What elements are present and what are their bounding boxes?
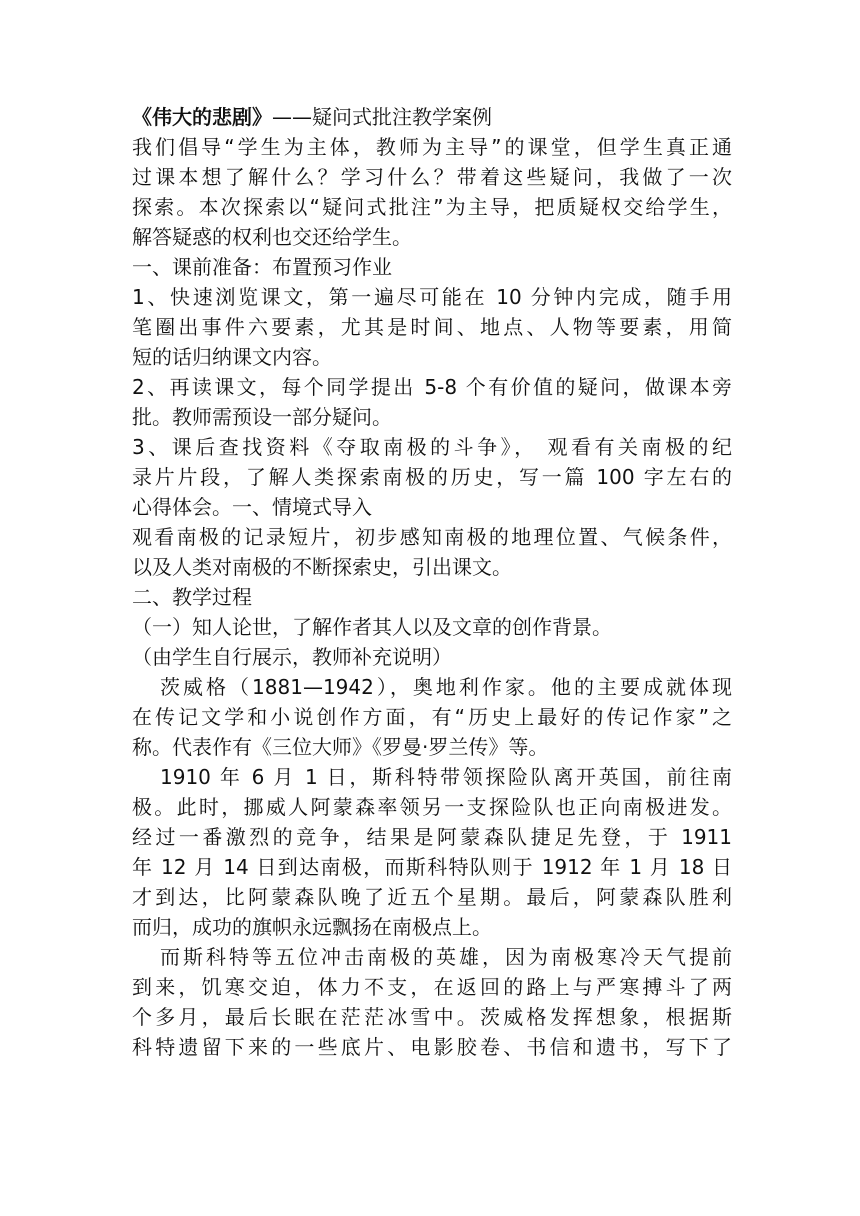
section-heading: 二、教学过程	[132, 585, 252, 609]
paragraph-start: 1910 年 6 月 1 日，斯科特带领探险队离开英国，前往南	[160, 765, 732, 789]
document-title	[132, 102, 732, 132]
text-line: 观看南极的记录短片，初步感知南极的地理位置、气候条件，	[132, 525, 732, 549]
text-line: 经过一番激烈的竞争，结果是阿蒙森队捷足先登，于 1911	[132, 825, 732, 849]
text-line: 解答疑惑的权利也交还给学生。	[132, 225, 412, 249]
text-line: 过课本想了解什么？学习什么？带着这些疑问，我做了一次	[132, 165, 732, 189]
text-line: 在传记文学和小说创作方面，有“历史上最好的传记作家”之	[132, 705, 732, 729]
text-line: 短的话归纳课文内容。	[132, 345, 332, 369]
text-line: 录片片段，了解人类探索南极的历史，写一篇 100 字左右的	[132, 465, 732, 489]
text-line: 个多月，最后长眠在茫茫冰雪中。茨威格发挥想象，根据斯	[132, 1005, 732, 1029]
paragraph-start: 而斯科特等五位冲击南极的英雄，因为南极寒冷天气提前	[160, 945, 732, 969]
text-line: 2、再读课文，每个同学提出 5-8 个有价值的疑问，做课本旁	[132, 375, 732, 399]
subsection-heading: （一）知人论世，了解作者其人以及文章的创作背景。	[132, 615, 612, 639]
paragraph-start: 茨威格（1881—1942），奥地利作家。他的主要成就体现	[160, 675, 732, 699]
text-line: 3、课后查找资料《夺取南极的斗争》， 观看有关南极的纪	[132, 435, 732, 459]
text-line: 批。教师需预设一部分疑问。	[132, 405, 392, 429]
section-heading: 一、课前准备：布置预习作业	[132, 255, 392, 279]
text-line: 极。此时，挪威人阿蒙森率领另一支探险队也正向南极进发。	[132, 795, 732, 819]
document-page	[132, 102, 732, 1062]
text-line: 年 12 月 14 日到达南极，而斯科特队则于 1912 年 1 月 18 日	[132, 855, 732, 879]
text-line: 到来，饥寒交迫，体力不支，在返回的路上与严寒搏斗了两	[132, 975, 732, 999]
text-line: 才到达，比阿蒙森队晚了近五个星期。最后，阿蒙森队胜利	[132, 885, 732, 909]
text-line: 笔圈出事件六要素，尤其是时间、地点、人物等要素，用简	[132, 315, 732, 339]
text-line: 而归，成功的旗帜永远飘扬在南极点上。	[132, 915, 492, 939]
title-bold: 《伟大的悲剧》	[132, 105, 272, 129]
title-subtitle: ——疑问式批注教学案例	[272, 105, 492, 129]
text-line: 科特遗留下来的一些底片、电影胶卷、书信和遗书，写下了	[132, 1035, 732, 1059]
text-line: 称。代表作有《三位大师》《罗曼·罗兰传》等。	[132, 735, 549, 759]
text-line: 心得体会。一、情境式导入	[132, 495, 372, 519]
text-line: 1、快速浏览课文，第一遍尽可能在 10 分钟内完成，随手用	[132, 285, 732, 309]
text-line: 探索。本次探索以“疑问式批注”为主导，把质疑权交给学生，	[132, 195, 732, 219]
text-line: （由学生自行展示，教师补充说明）	[132, 645, 452, 669]
text-line: 我们倡导“学生为主体，教师为主导”的课堂，但学生真正通	[132, 135, 732, 159]
text-line: 以及人类对南极的不断探索史，引出课文。	[132, 555, 512, 579]
